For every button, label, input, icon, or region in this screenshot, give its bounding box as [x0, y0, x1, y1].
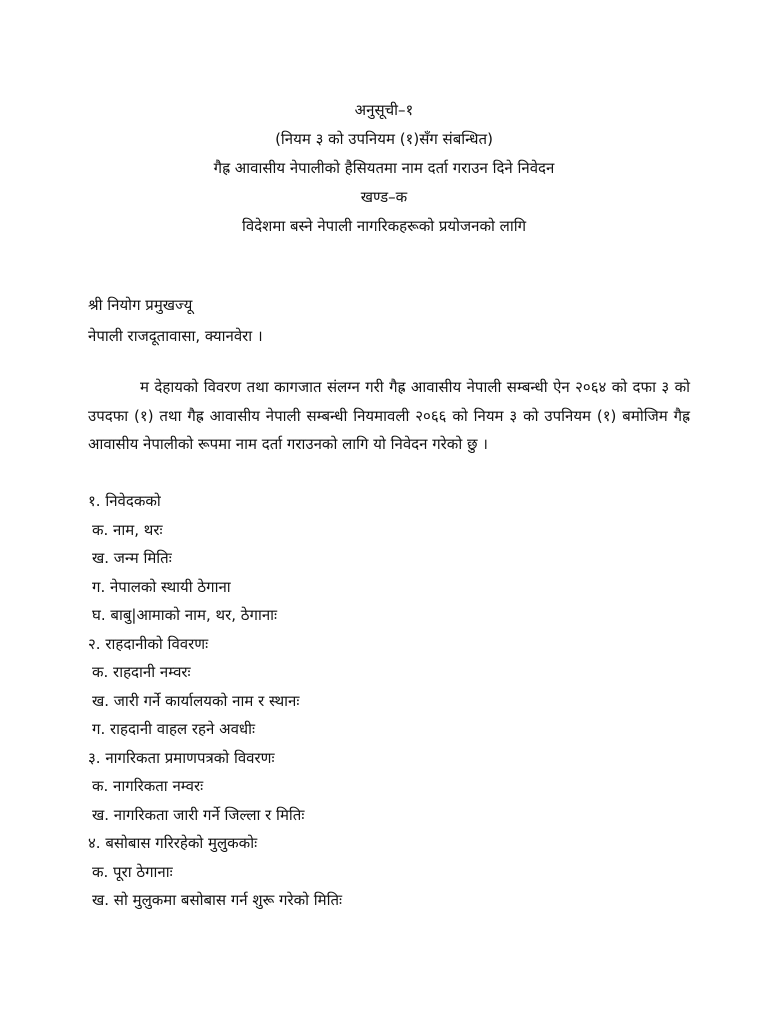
schedule-title: अनुसूची–१	[354, 101, 414, 119]
section-heading: खण्ड–क	[360, 188, 408, 206]
list-item: ग. नेपालको स्थायी ठेगाना	[92, 577, 231, 596]
list-item: ख. जारी गर्ने कार्यालयको नाम र स्थानः	[92, 691, 300, 710]
list-item: क. राहदानी नम्वरः	[92, 663, 191, 681]
section-title-passport: २. राहदानीको विवरणः	[88, 634, 209, 653]
list-item: ख. सो मुलुकमा बसोबास गर्न शुरू गरेको मितिः	[92, 891, 343, 909]
list-item: क. नाम, थरः	[92, 520, 163, 539]
purpose-line: विदेशमा बस्ने नेपाली नागरिकहरूको प्रयोजनको लागि	[241, 217, 527, 235]
body-paragraph: म देहायको विवरण तथा कागजात संलग्न गरी गैह्र आवासीय नेपाली सम्बन्धी ऐन २०६४ को दफा ३ को उपदफा (१) तथा गैह्र आवासीय नेपाली सम्बन्धी नियमावली २०६६ को नियम ३ को उपनियम (१) बमोजिम गैह्र आवासीय नेपालीको रूपमा नाम दर्ता गराउनको लागि यो निवेदन गरेको छु ।	[88, 378, 690, 453]
addressee-block	[88, 290, 688, 352]
rule-reference: (नियम ३ को उपनियम (१)सँग संबन्धित)	[275, 130, 493, 148]
details-list	[88, 487, 688, 915]
addressee-name: श्री नियोग प्रमुखज्यू	[88, 296, 193, 314]
addressee-office: नेपाली राजदूतावासा, क्यानवेरा ।	[88, 327, 263, 345]
application-title: गैह्र आवासीय नेपालीको हैसियतमा नाम दर्ता गराउन दिने निवेदन	[213, 159, 555, 177]
section-title-applicant: १. निवेदकको	[88, 492, 161, 510]
section-title-residence: ४. बसोबास गरिरहेको मुलुककोः	[88, 834, 258, 852]
document-header	[0, 96, 768, 241]
list-item: क. पूरा ठेगानाः	[92, 862, 173, 881]
list-item: क. नागरिकता नम्वरः	[92, 777, 204, 795]
section-title-citizenship: ३. नागरिकता प्रमाणपत्रको विवरणः	[88, 748, 275, 767]
list-item: ग. राहदानी वाहल रहने अवधीः	[92, 720, 256, 738]
list-item: ख. जन्म मितिः	[92, 549, 172, 567]
list-item: ख. नागरिकता जारी गर्ने जिल्ला र मितिः	[92, 805, 305, 824]
list-item: घ. बाबु|आमाको नाम, थर, ठेगानाः	[92, 606, 278, 624]
